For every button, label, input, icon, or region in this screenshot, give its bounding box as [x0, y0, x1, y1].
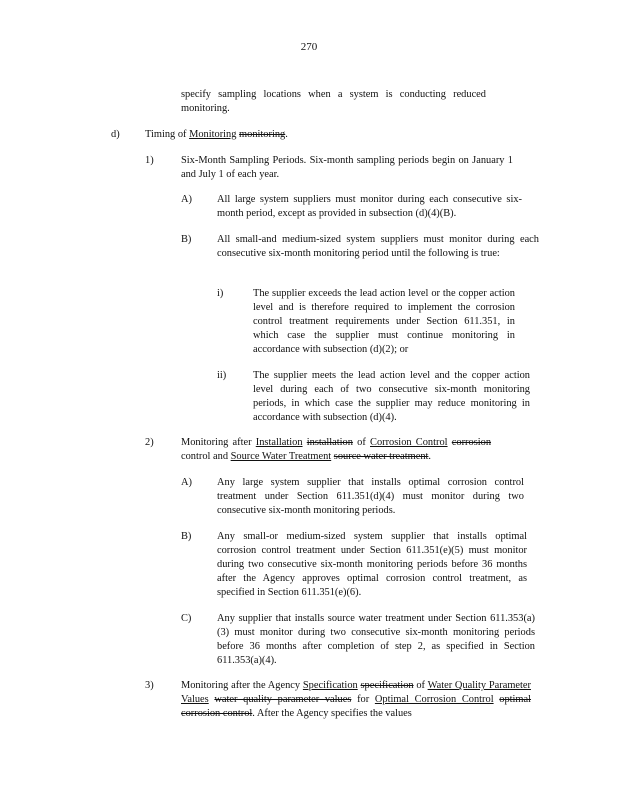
item-2-b-text: Any small-or medium-sized system supplier that installs optimal corrosion control treatment under Section 611.351(e)(5) must monitor during two consecutive six-month monitoring periods before 36 months after the Agency approves optimal corrosion control treatment, as specified in Section 611.351(e)(6).	[217, 531, 527, 598]
intro-paragraph: specify sampling locations when a system is conducting reduced monitoring.	[181, 89, 486, 114]
item-2-b-label: B)	[181, 531, 192, 542]
inserted-text: Water Quality Parameter Values	[181, 680, 531, 705]
deleted-text: optimal corrosion control	[181, 694, 532, 719]
inserted-text: Specification	[302, 680, 358, 691]
item-1-a-text: All large system suppliers must monitor during each consecutive six-month period, except as provided in subsection (d)(4)(B).	[217, 194, 522, 219]
item-1-a-label: A)	[181, 194, 192, 205]
deleted-text: source water treatment	[333, 451, 429, 462]
inserted-text: Monitoring	[189, 129, 237, 140]
deleted-text: installation	[306, 437, 353, 448]
deleted-text: monitoring	[239, 129, 286, 140]
page-number: 270	[300, 41, 318, 53]
inserted-text: Optimal Corrosion Control	[374, 694, 494, 705]
item-3-label: 3)	[145, 680, 154, 691]
inserted-text: Installation	[255, 437, 303, 448]
inserted-text: Corrosion Control	[370, 437, 448, 448]
item-2-c-text: Any supplier that installs source water treatment under Section 611.353(a)(3) must monitor during two consecutive six-month monitoring periods before 36 months after completion of step 2, as specified in Section 611.353(a)(4).	[217, 613, 535, 666]
item-1-text: Six-Month Sampling Periods. Six-month sampling periods begin on January 1 and July 1 of each year.	[181, 155, 513, 180]
deleted-text: specification	[360, 680, 414, 691]
item-3-text: Monitoring after the Agency Specification specification of Water Quality Parameter Values water quality parameter values for Optimal Corrosion Control optimal corrosion control. After the Agency specifies the values	[181, 680, 532, 719]
item-2-a-label: A)	[181, 477, 192, 488]
deleted-text: corrosion	[451, 437, 492, 448]
inserted-text: Source Water Treatment	[230, 451, 332, 462]
item-1-b-i-label: i)	[217, 288, 224, 299]
item-1-b-i-text: The supplier exceeds the lead action level or the copper action level and is therefore required to implement the corrosion control treatment requirements under Section 611.351, in which case the supplier must continue monitoring in accordance with subsection (d)(2); or	[253, 288, 515, 355]
item-1-b-ii-text: The supplier meets the lead action level and the copper action level during each of two consecutive six-month monitoring periods, in which case the supplier may reduce monitoring in accordance with subsection (d)(4).	[253, 370, 530, 423]
item-1-label: 1)	[145, 155, 154, 166]
item-2-a-text: Any large system supplier that installs optimal corrosion control treatment under Section 611.351(d)(4) must monitor during two consecutive six-month monitoring periods.	[217, 477, 524, 516]
item-1-b-text: All small-and medium-sized system suppliers must monitor during each consecutive six-month monitoring period until the following is true:	[217, 234, 539, 259]
item-2-text: Monitoring after Installation installation of Corrosion Control corrosion control and Source Water Treatment source water treatment.	[181, 437, 492, 462]
section-d-heading: Timing of Monitoring monitoring.	[145, 129, 288, 140]
deleted-text: water quality parameter values	[214, 694, 352, 705]
item-2-c-label: C)	[181, 613, 192, 624]
item-1-b-label: B)	[181, 234, 192, 245]
section-d-label: d)	[111, 129, 120, 140]
item-1-b-ii-label: ii)	[217, 370, 227, 381]
item-2-label: 2)	[145, 437, 154, 448]
